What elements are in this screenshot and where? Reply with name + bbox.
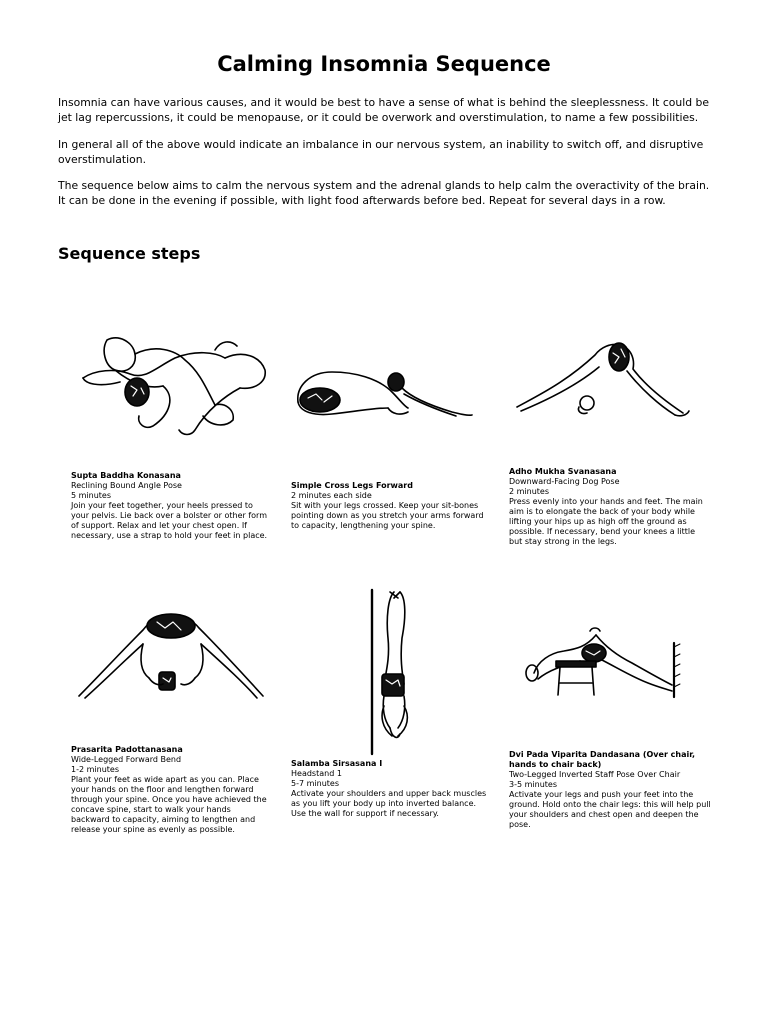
pose-illustration-adho-mukha-svanasana: [515, 335, 695, 420]
pose-name: Simple Cross Legs Forward: [291, 481, 413, 490]
pose-subtitle: Two-Legged Inverted Staff Pose Over Chair: [509, 770, 681, 779]
pose-illustration-supta-baddha-konasana: [75, 330, 275, 445]
page-title: Calming Insomnia Sequence: [217, 52, 551, 76]
pose-description: Join your feet together, your heels pressed to your pelvis. Lie back over a bolster or other form of support. Relax and let your chest open. If necessary, use a strap to hold your feet in place.: [71, 501, 268, 540]
pose-subtitle: Wide-Legged Forward Bend: [71, 755, 182, 764]
intro-paragraph-2: In general all of the above would indicate an imbalance in our nervous system, an inability to switch off, and disruptive overstimulation.: [58, 138, 704, 166]
pose-duration: 5-7 minutes: [291, 779, 339, 788]
pose-card-prasarita-padottanasana: [71, 745, 271, 835]
pose-card-simple-cross-legs-forward: [291, 481, 491, 531]
pose-description: Press evenly into your hands and feet. The main aim is to elongate the back of your body while lifting your hips up as high off the ground as possible. If necessary, bend your knees a little but stay strong in the legs.: [509, 497, 703, 546]
pose-card-supta-baddha-konasana: [71, 471, 271, 541]
pose-description: Sit with your legs crossed. Keep your sit-bones pointing down as you stretch your arms forward to capacity, lengthening your spine.: [291, 501, 484, 530]
pose-subtitle: Headstand 1: [291, 769, 342, 778]
pose-name: Adho Mukha Svanasana: [509, 467, 617, 476]
pose-description: Plant your feet as wide apart as you can. Place your hands on the floor and lengthen forward through your spine. Once you have achieved the concave spine, start to walk your hands backward to capacity, aiming to lengthen and release your spine as evenly as possible.: [71, 775, 267, 834]
intro-paragraph-1: Insomnia can have various causes, and it would be best to have a sense of what is behind the sleeplessness. It could be jet lag repercussions, it could be menopause, or it could be overwork and overstimulation, to name a few possibilities.: [58, 96, 710, 124]
pose-name: Supta Baddha Konasana: [71, 471, 181, 480]
pose-subtitle: Downward-Facing Dog Pose: [509, 477, 620, 486]
pose-illustration-salamba-sirsasana: [362, 588, 422, 756]
pose-duration: 2 minutes: [509, 487, 550, 496]
pose-illustration-prasarita-padottanasana: [77, 608, 267, 703]
pose-illustration-simple-cross-legs-forward: [292, 358, 477, 423]
pose-description: Activate your shoulders and upper back muscles as you lift your body up into inverted balance. Use the wall for support if necessary.: [291, 789, 487, 818]
section-title: Sequence steps: [58, 244, 201, 263]
pose-card-dvi-pada-viparita-dandasana: [509, 750, 714, 830]
pose-card-adho-mukha-svanasana: [509, 467, 709, 547]
pose-name: Salamba Sirsasana I: [291, 759, 383, 768]
pose-description: Activate your legs and push your feet into the ground. Hold onto the chair legs: this will help pull your shoulders and chest open and deepen the pose.: [509, 790, 711, 829]
pose-name: Dvi Pada Viparita Dandasana (Over chair, hands to chair back): [509, 750, 696, 769]
pose-name: Prasarita Padottanasana: [71, 745, 183, 754]
pose-illustration-dvi-pada-viparita-dandasana: [520, 625, 692, 700]
pose-duration: 5 minutes: [71, 491, 112, 500]
pose-duration: 2 minutes each side: [291, 491, 372, 500]
pose-duration: 1-2 minutes: [71, 765, 119, 774]
intro-paragraph-3: The sequence below aims to calm the nervous system and the adrenal glands to help calm the overactivity of the brain. It can be done in the evening if possible, with light food afterwards before bed. Repeat for several days in a row.: [58, 179, 710, 207]
pose-duration: 3-5 minutes: [509, 780, 557, 789]
pose-card-salamba-sirsasana: [291, 759, 491, 819]
pose-subtitle: Reclining Bound Angle Pose: [71, 481, 182, 490]
